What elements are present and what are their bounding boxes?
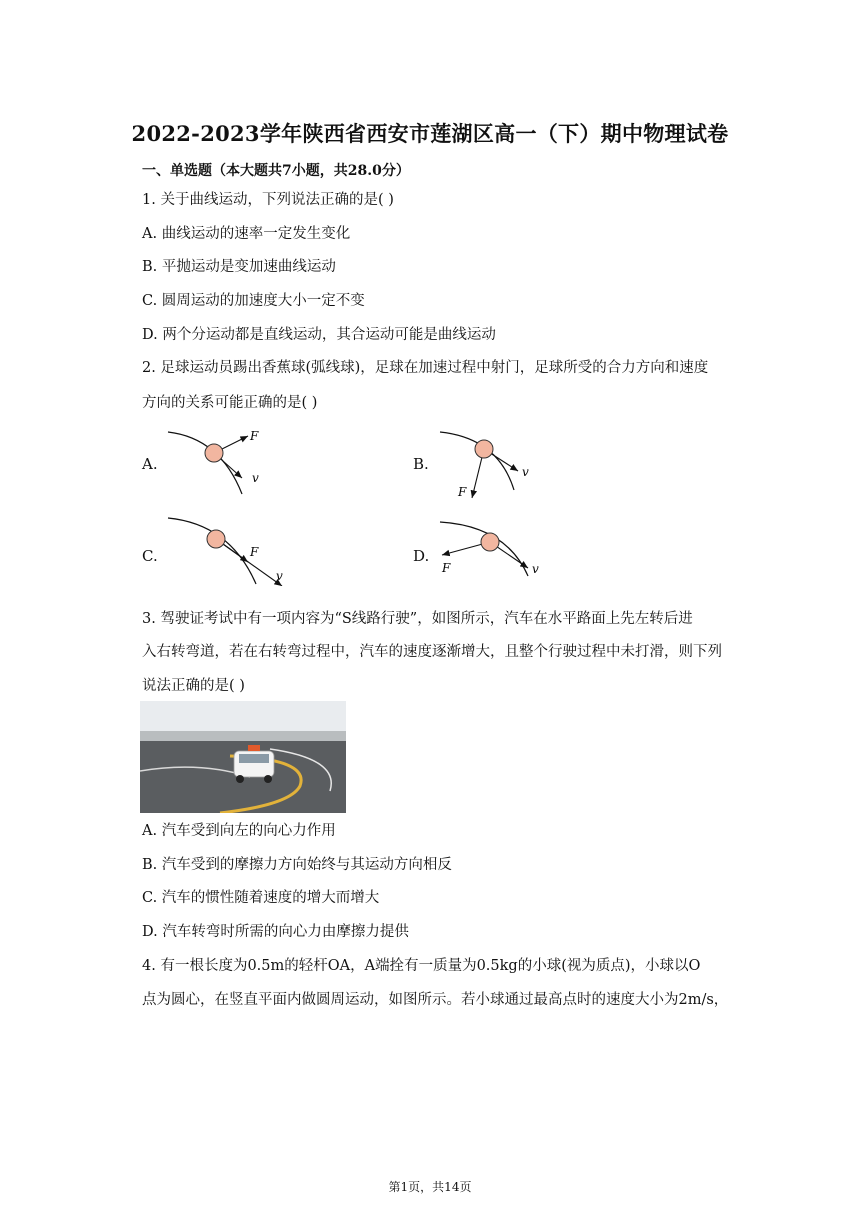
question-1-stem: 1. 关于曲线运动，下列说法正确的是( ) (142, 192, 394, 208)
question-3-stem-line-3: 说法正确的是( ) (142, 678, 245, 694)
question-2-stem-line-2: 方向的关系可能正确的是( ) (142, 395, 318, 411)
force-label: F (250, 545, 259, 559)
velocity-label: v (532, 562, 539, 576)
section-heading: 一、单选题（本大题共7小题，共28.0分） (142, 163, 410, 179)
question-3-option-b: B. 汽车受到的摩擦力方向始终与其运动方向相反 (142, 857, 452, 873)
question-3-stem-line-1: 3. 驾驶证考试中有一项内容为“S线路行驶”，如图所示，汽车在水平路面上先左转后进 (142, 611, 693, 627)
force-label: F (250, 429, 259, 443)
driving-test-photo (140, 701, 346, 813)
page-title: 2022-2023学年陕西省西安市莲湖区高一（下）期中物理试卷 (131, 121, 729, 146)
question-1-option-d: D. 两个分运动都是直线运动，其合运动可能是曲线运动 (142, 327, 496, 343)
question-3-stem-line-2: 入右转弯道，若在右转弯过程中，汽车的速度逐渐增大，且整个行驶过程中未打滑，则下列 (142, 644, 722, 660)
velocity-label: v (522, 465, 529, 479)
diagram-a (160, 426, 280, 498)
question-3-option-d: D. 汽车转弯时所需的向心力由摩擦力提供 (142, 924, 409, 940)
velocity-label: v (276, 569, 283, 583)
diagram-b (436, 428, 556, 500)
question-4-stem-line-1: 4. 有一根长度为0.5m的轻杆OA，A端拴有一质量为0.5kg的小球(视为质点)，小球以O (142, 958, 701, 974)
diagram-c (160, 514, 290, 586)
page-footer: 第1页，共14页 (388, 1180, 472, 1194)
figure-b-label: B. (413, 455, 429, 473)
figure-a-label: A. (142, 455, 158, 473)
question-3-option-a: A. 汽车受到向左的向心力作用 (142, 823, 336, 839)
question-2-stem-line-1: 2. 足球运动员踢出香蕉球(弧线球)，足球在加速过程中射门，足球所受的合力方向和速度 (142, 360, 709, 376)
question-4-stem-line-2: 点为圆心，在竖直平面内做圆周运动，如图所示。若小球通过最高点时的速度大小为2m/s， (142, 992, 729, 1008)
question-1-option-b: B. 平抛运动是变加速曲线运动 (142, 259, 336, 275)
figure-d-label: D. (413, 547, 430, 565)
figure-c-label: C. (142, 547, 158, 565)
question-3-option-c: C. 汽车的惯性随着速度的增大而增大 (142, 890, 380, 906)
diagram-d (436, 518, 556, 580)
question-1-option-a: A. 曲线运动的速率一定发生变化 (142, 226, 351, 242)
velocity-label: v (252, 471, 259, 485)
force-label: F (458, 485, 467, 499)
force-label: F (442, 561, 451, 575)
question-1-option-c: C. 圆周运动的加速度大小一定不变 (142, 293, 365, 309)
